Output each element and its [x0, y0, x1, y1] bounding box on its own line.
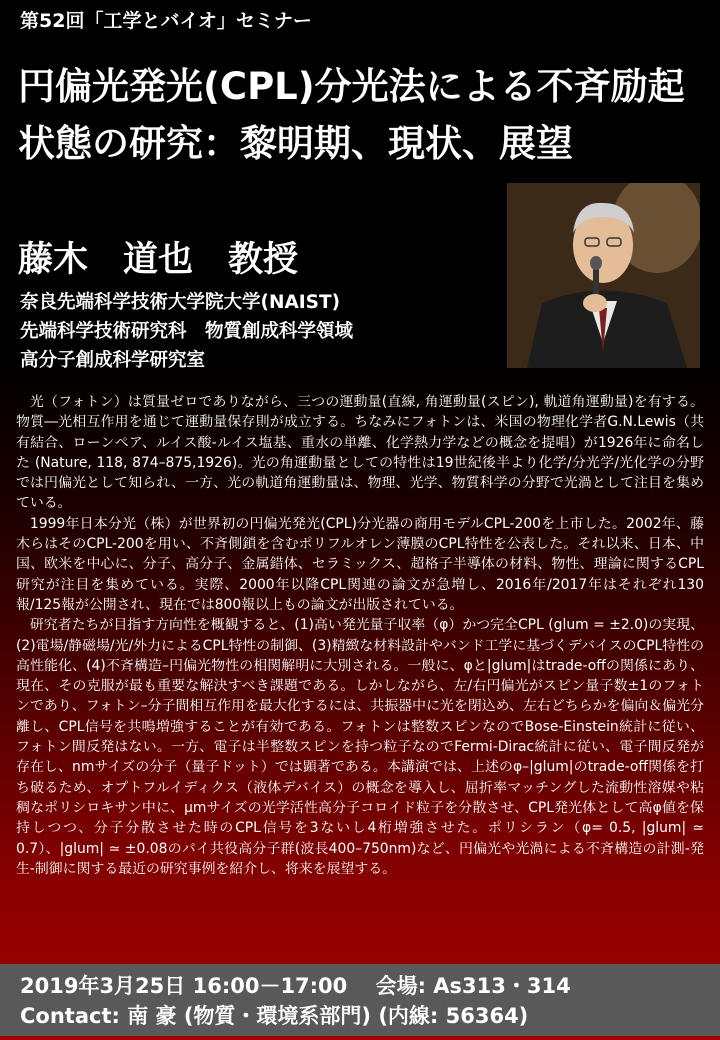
abstract-paragraph: 研究者たちが目指す方向性を概観すると、(1)高い発光量子収率（φ）かつ完全CPL (glum = ±2.0)の実現、(2)電場/静磁場/光/外力によるCPL特性の制御、(3)精緻な材料設計やバンド工学に基づくデバイスのCPL特性の高性能化、(4)不斉構造–円偏光物性の相関解明に大別される。一般に、φと|glum|はtrade-offの関係にあり、現在、その克服が最も重要な解決すべき課題である。しかしながら、左/右円偏光がスピン量子数±1のフォトンであり、フォトン–分子間相互作用を最大化するには、共振器中に光を閉込め、左右どちらかを偏向＆偏光分離し、CPL信号を共鳴増強することが有効である。フォトンは整数スピンなのでBose-Einstein統計に従い、フォトン間反発はない。一方、電子は半整数スピンを持つ粒子なのでFermi-Dirac統計に従い、電子間反発が存在し、nmサイズの分子（量子ドット）では顕著である。本講演では、上述のφ–|glum|のtrade-off関係を打ち破るため、オプトフルイディクス（液体デバイス）の概念を導入し、屈折率マッチングした流動性溶媒や粘稠なポリシロキサン中に、μmサイズの光学活性高分子コロイド粒子を分散させ、CPL発光体として高φ値を保持しつつ、分子分散させた時のCPL信号を3ないし4桁増強させた。ポリシラン（φ= 0.5, |glum| ≃ 0.7）、|glum| ≃ ±0.08のパイ共役高分子群(波長400–750nm)など、円偏光や光渦による不斉構造の計測-発生-制御に関する最近の研究事例を紹介し、将来を展望する。 — [16, 617, 704, 877]
abstract — [16, 392, 704, 879]
seminar-series: 第52回「工学とバイオ」セミナー — [20, 10, 312, 32]
speaker-photo — [507, 183, 700, 368]
footer-bar — [0, 964, 720, 1036]
datetime-venue: 2019年3月25日 16:00－17:00 会場: As313・314 — [20, 974, 571, 998]
speaker-photo-icon — [507, 183, 700, 368]
abstract-paragraph: 光（フォトン）は質量ゼロでありながら、三つの運動量(直線, 角運動量(スピン), 軌道角運動量)を有する。物質―光相互作用を通じて運動量保存則が成立する。ちなみにフォトンは、米国の物理化学者G.N.Lewis（共有結合、ローンペア、ルイス酸-ルイス塩基、重水の単離、化学熱力学などの概念を提唱）が1926年に命名した (Nature, 118, 874–875,1926)。光の角運動量としての特性は19世紀後半より化学/分光学/光化学の分野では円偏光として知られ、一方、光の軌道角運動量は、物理、光学、物質科学の分野で光渦として注目を集めている。 — [16, 394, 704, 512]
talk-title: 円偏光発光(CPL)分光法による不斉励起状態の研究：黎明期、現状、展望 — [18, 65, 685, 165]
contact-info: Contact: 南 豪 (物質・環境系部門) (内線: 56364) — [20, 1004, 529, 1028]
affiliation-line: 奈良先端科学技術大学院大学(NAIST) — [20, 292, 341, 313]
affiliation-line: 先端科学技術研究科 物質創成科学領域 — [20, 321, 354, 342]
affiliation-line: 高分子創成科学研究室 — [20, 350, 206, 371]
speaker-name: 藤木 道也 教授 — [18, 240, 299, 280]
speaker-affiliation — [20, 288, 490, 375]
abstract-paragraph: 1999年日本分光（株）が世界初の円偏光発光(CPL)分光器の商用モデルCPL-200を上市した。2002年、藤木らはそのCPL-200を用い、不斉側鎖を含むポリフルオレン薄膜のCPL特性を公表した。それ以来、日本、中国、欧米を中心に、分子、高分子、金属錯体、セラミックス、超格子半導体の材料、物性、理論に関するCPL研究が注目を集めている。実際、2000年以降CPL関連の論文が急増し、2016年/2017年はそれぞれ130報/125報が公開され、現在では800報以上もの論文が出版されている。 — [16, 515, 704, 613]
